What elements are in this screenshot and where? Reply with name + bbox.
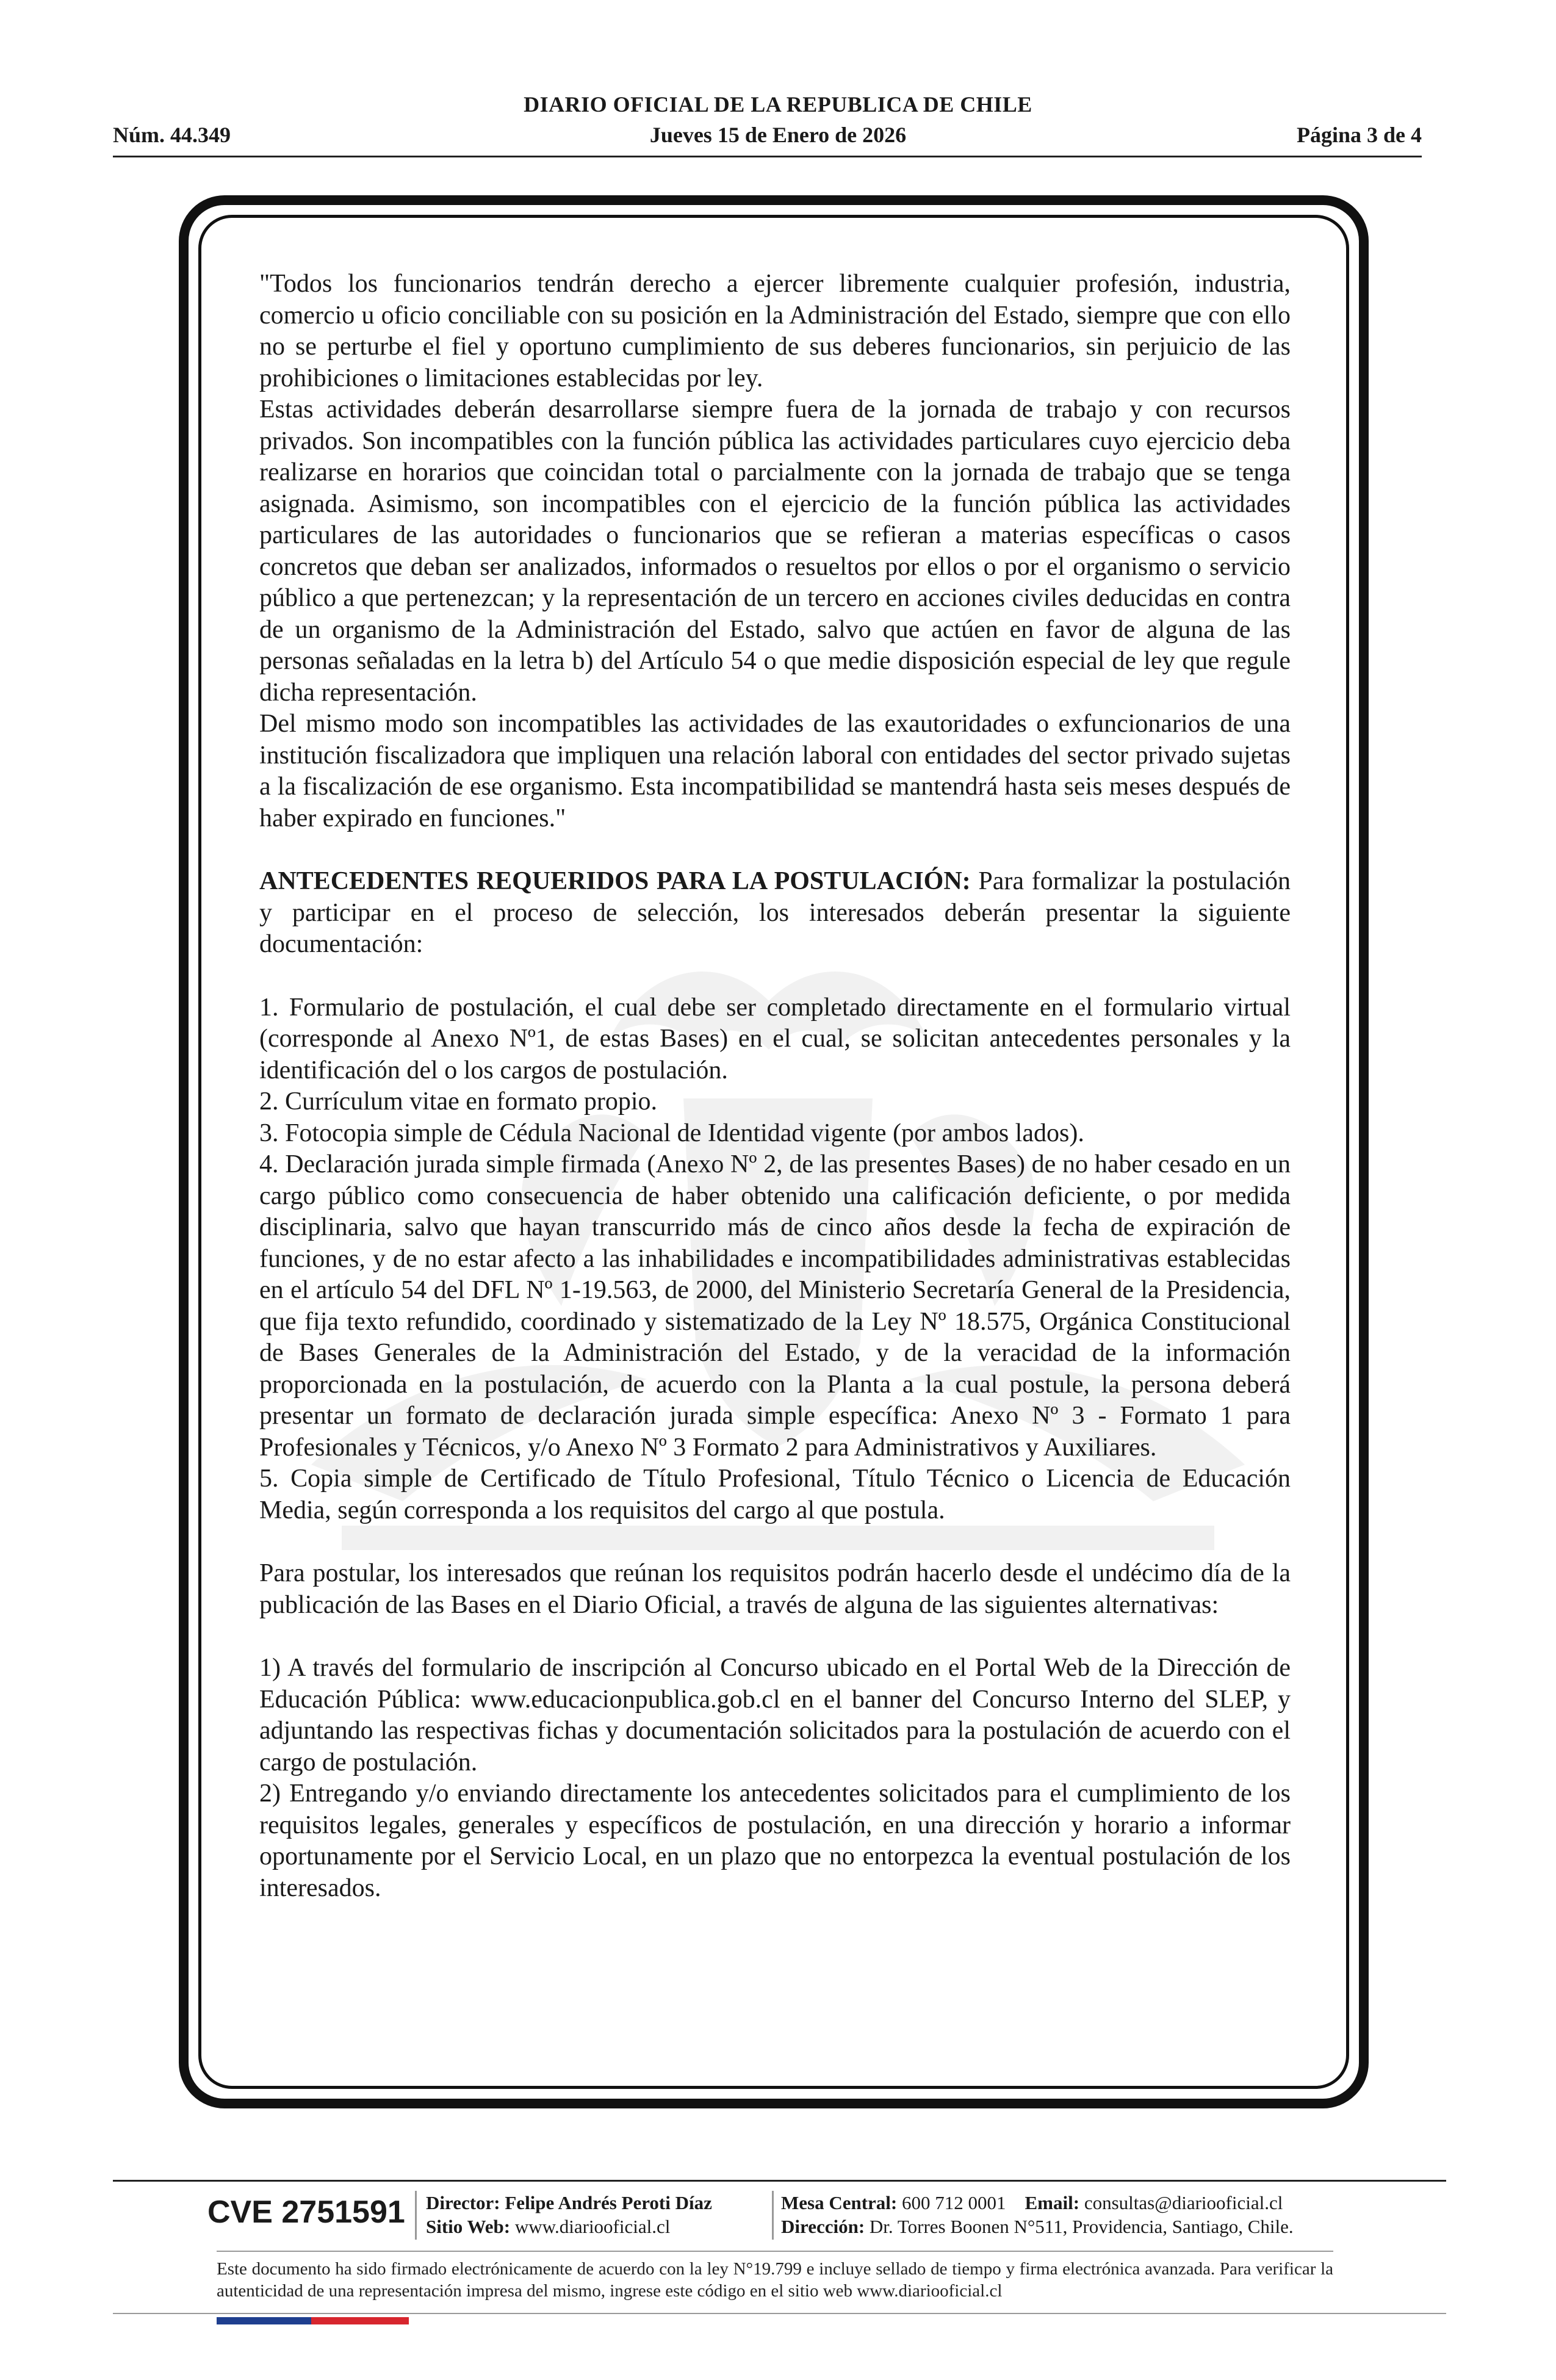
quote-paragraph-1: "Todos los funcionarios tendrán derecho a ejercer libremente cualquier profesión, industria, comercio u oficio conciliable con su posición en la Administración del Estado, siempre que con ello no se perturbe el fiel y oportuno cumplimiento de sus deberes funcionarios, sin perjuicio de las prohibiciones o limitaciones establecidas por ley.: [259, 270, 1291, 392]
alternative-1: 1) A través del formulario de inscripción al Concurso ubicado en el Portal Web de la Dirección de Educación Pública: www.educacionpublica.gob.cl en el banner del Concurso Interno del SLEP, y adjuntando las respectivas fichas y documentación solicitados para la postulación de acuerdo con el cargo de postulación.: [259, 1654, 1291, 1776]
antecedentes-section: [259, 866, 1291, 961]
issue-number: Núm. 44.349: [113, 123, 231, 147]
antecedentes-intro: Para formalizar la postulación y participar en el proceso de selección, los interesados deberán presentar la siguiente documentación:: [259, 867, 1291, 958]
director-value: Felipe Andrés Peroti Díaz: [500, 2192, 712, 2213]
footer-divider-bottom: [113, 2313, 1446, 2314]
doc-item-3: 3. Fotocopia simple de Cédula Nacional de Identidad vigente (por ambos lados).: [259, 1119, 1084, 1147]
doc-item-4: 4. Declaración jurada simple firmada (Anexo Nº 2, de las presentes Bases) de no haber cesado en un cargo público como consecuencia de haber obtenido una calificación deficiente, o por medida disciplinaria, salvo que hayan transcurrido más de cinco años desde la fecha de expiración de funciones, y de no estar afecto a las inhabilidades e incompatibilidades administrativas establecidas en el artículo 54 del DFL Nº 1-19.563, de 2000, del Ministerio Secretaría General de la Presidencia, que fija texto refundido, coordinado y sistematizado de la Ley Nº 18.575, Orgánica Constitucional de Bases Generales de la Administración del Estado, y de la veracidad de la información proporcionada en la postulación, de acuerdo con la Planta a la cual postule, la persona deberá presentar un formato de declaración jurada simple específica: Anexo Nº 3 - Formato 1 para Profesionales y Técnicos, y/o Anexo Nº 3 Formato 2 para Administrativos y Auxiliares.: [259, 1150, 1291, 1462]
mesa-value: 600 712 0001: [897, 2192, 1006, 2213]
alternative-2: 2) Entregando y/o enviando directamente los antecedentes solicitados para el cumplimiento de los requisitos legales, generales y específicos de postulación, en una dirección y horario a informar oportunamente por el Servicio Local, en un plazo que no entorpezca la eventual postulación de los interesados.: [259, 1780, 1291, 1902]
newspaper-title: DIARIO OFICIAL DE LA REPUBLICA DE CHILE: [524, 92, 1032, 117]
direccion-value: Dr. Torres Boonen N°511, Providencia, Santiago, Chile.: [865, 2216, 1294, 2237]
antecedentes-heading: ANTECEDENTES REQUERIDOS PARA LA POSTULACIÓN:: [259, 867, 971, 895]
site-link[interactable]: www.diariooficial.cl: [510, 2216, 671, 2237]
postular-intro: Para postular, los interesados que reúnan los requisitos podrán hacerlo desde el undécimo día de la publicación de las Bases en el Diario Oficial, a través de alguna de las siguientes alternativas:: [259, 1559, 1291, 1619]
doc-item-2: 2. Currículum vitae en formato propio.: [259, 1087, 658, 1116]
signature-notice: Este documento ha sido firmado electrónicamente de acuerdo con la ley N°19.799 e incluye sellado de tiempo y firma electrónica avanzada. Para verificar la autenticidad de una representación impresa del mismo, ingrese este código en el sitio web www.diariooficial.cl: [217, 2259, 1333, 2301]
quote-paragraph-3: Del mismo modo son incompatibles las actividades de las exautoridades o exfuncionarios de una institución fiscalizadora que impliquen una relación laboral con entidades del sector privado sujetas a la fiscalización de ese organismo. Esta incompatibilidad se mantendrá hasta seis meses después de haber expirado en funciones.": [259, 710, 1291, 832]
document-body: [259, 269, 1291, 1904]
flag-stripe-blue: [217, 2317, 311, 2324]
footer-separator: [415, 2191, 417, 2240]
direccion-label: Dirección:: [781, 2216, 865, 2237]
footer-director-column: [426, 2191, 712, 2238]
footer-divider-middle: [217, 2251, 1333, 2252]
mesa-label: Mesa Central:: [781, 2192, 898, 2213]
site-label: Sitio Web:: [426, 2216, 511, 2237]
footer-separator: [772, 2191, 774, 2240]
footer-contact-column: [781, 2191, 1294, 2238]
page-indicator: Página 3 de 4: [1296, 123, 1422, 147]
doc-item-1: 1. Formulario de postulación, el cual debe ser completado directamente en el formulario virtual (corresponde al Anexo Nº1, de estas Bases) en el cual, se solicitan antecedentes personales y la identificación del o los cargos de postulación.: [259, 993, 1291, 1084]
footer-divider-top: [113, 2180, 1446, 2182]
issue-date: Jueves 15 de Enero de 2026: [649, 123, 907, 147]
email-label: Email:: [1025, 2192, 1080, 2213]
doc-item-5: 5. Copia simple de Certificado de Título Profesional, Título Técnico o Licencia de Educación Media, según corresponda a los requisitos del cargo al que postula.: [259, 1465, 1291, 1524]
director-label: Director:: [426, 2192, 500, 2213]
quote-paragraph-2: Estas actividades deberán desarrollarse siempre fuera de la jornada de trabajo y con recursos privados. Son incompatibles con la función pública las actividades particulares cuyo ejercicio deba realizarse en horarios que coincidan total o parcialmente con la jornada de trabajo que se tenga asignada. Asimismo, son incompatibles con el ejercicio de la función pública las actividades particulares de las autoridades o funcionarios que se refieran a materias específicas o casos concretos que deban ser analizados, informados o resueltos por ellos o por el organismo o servicio público a que pertenezcan; y la representación de un tercero en acciones civiles deducidas en contra de un organismo de la Administración del Estado, salvo que actúen en favor de alguna de las personas señaladas en la letra b) del Artículo 54 o que medie disposición especial de ley que regule dicha representación.: [259, 395, 1291, 707]
email-link[interactable]: consultas@diariooficial.cl: [1079, 2192, 1283, 2213]
header-divider: [113, 156, 1422, 157]
flag-stripe-red: [311, 2317, 409, 2324]
cve-code: CVE 2751591: [207, 2194, 405, 2230]
